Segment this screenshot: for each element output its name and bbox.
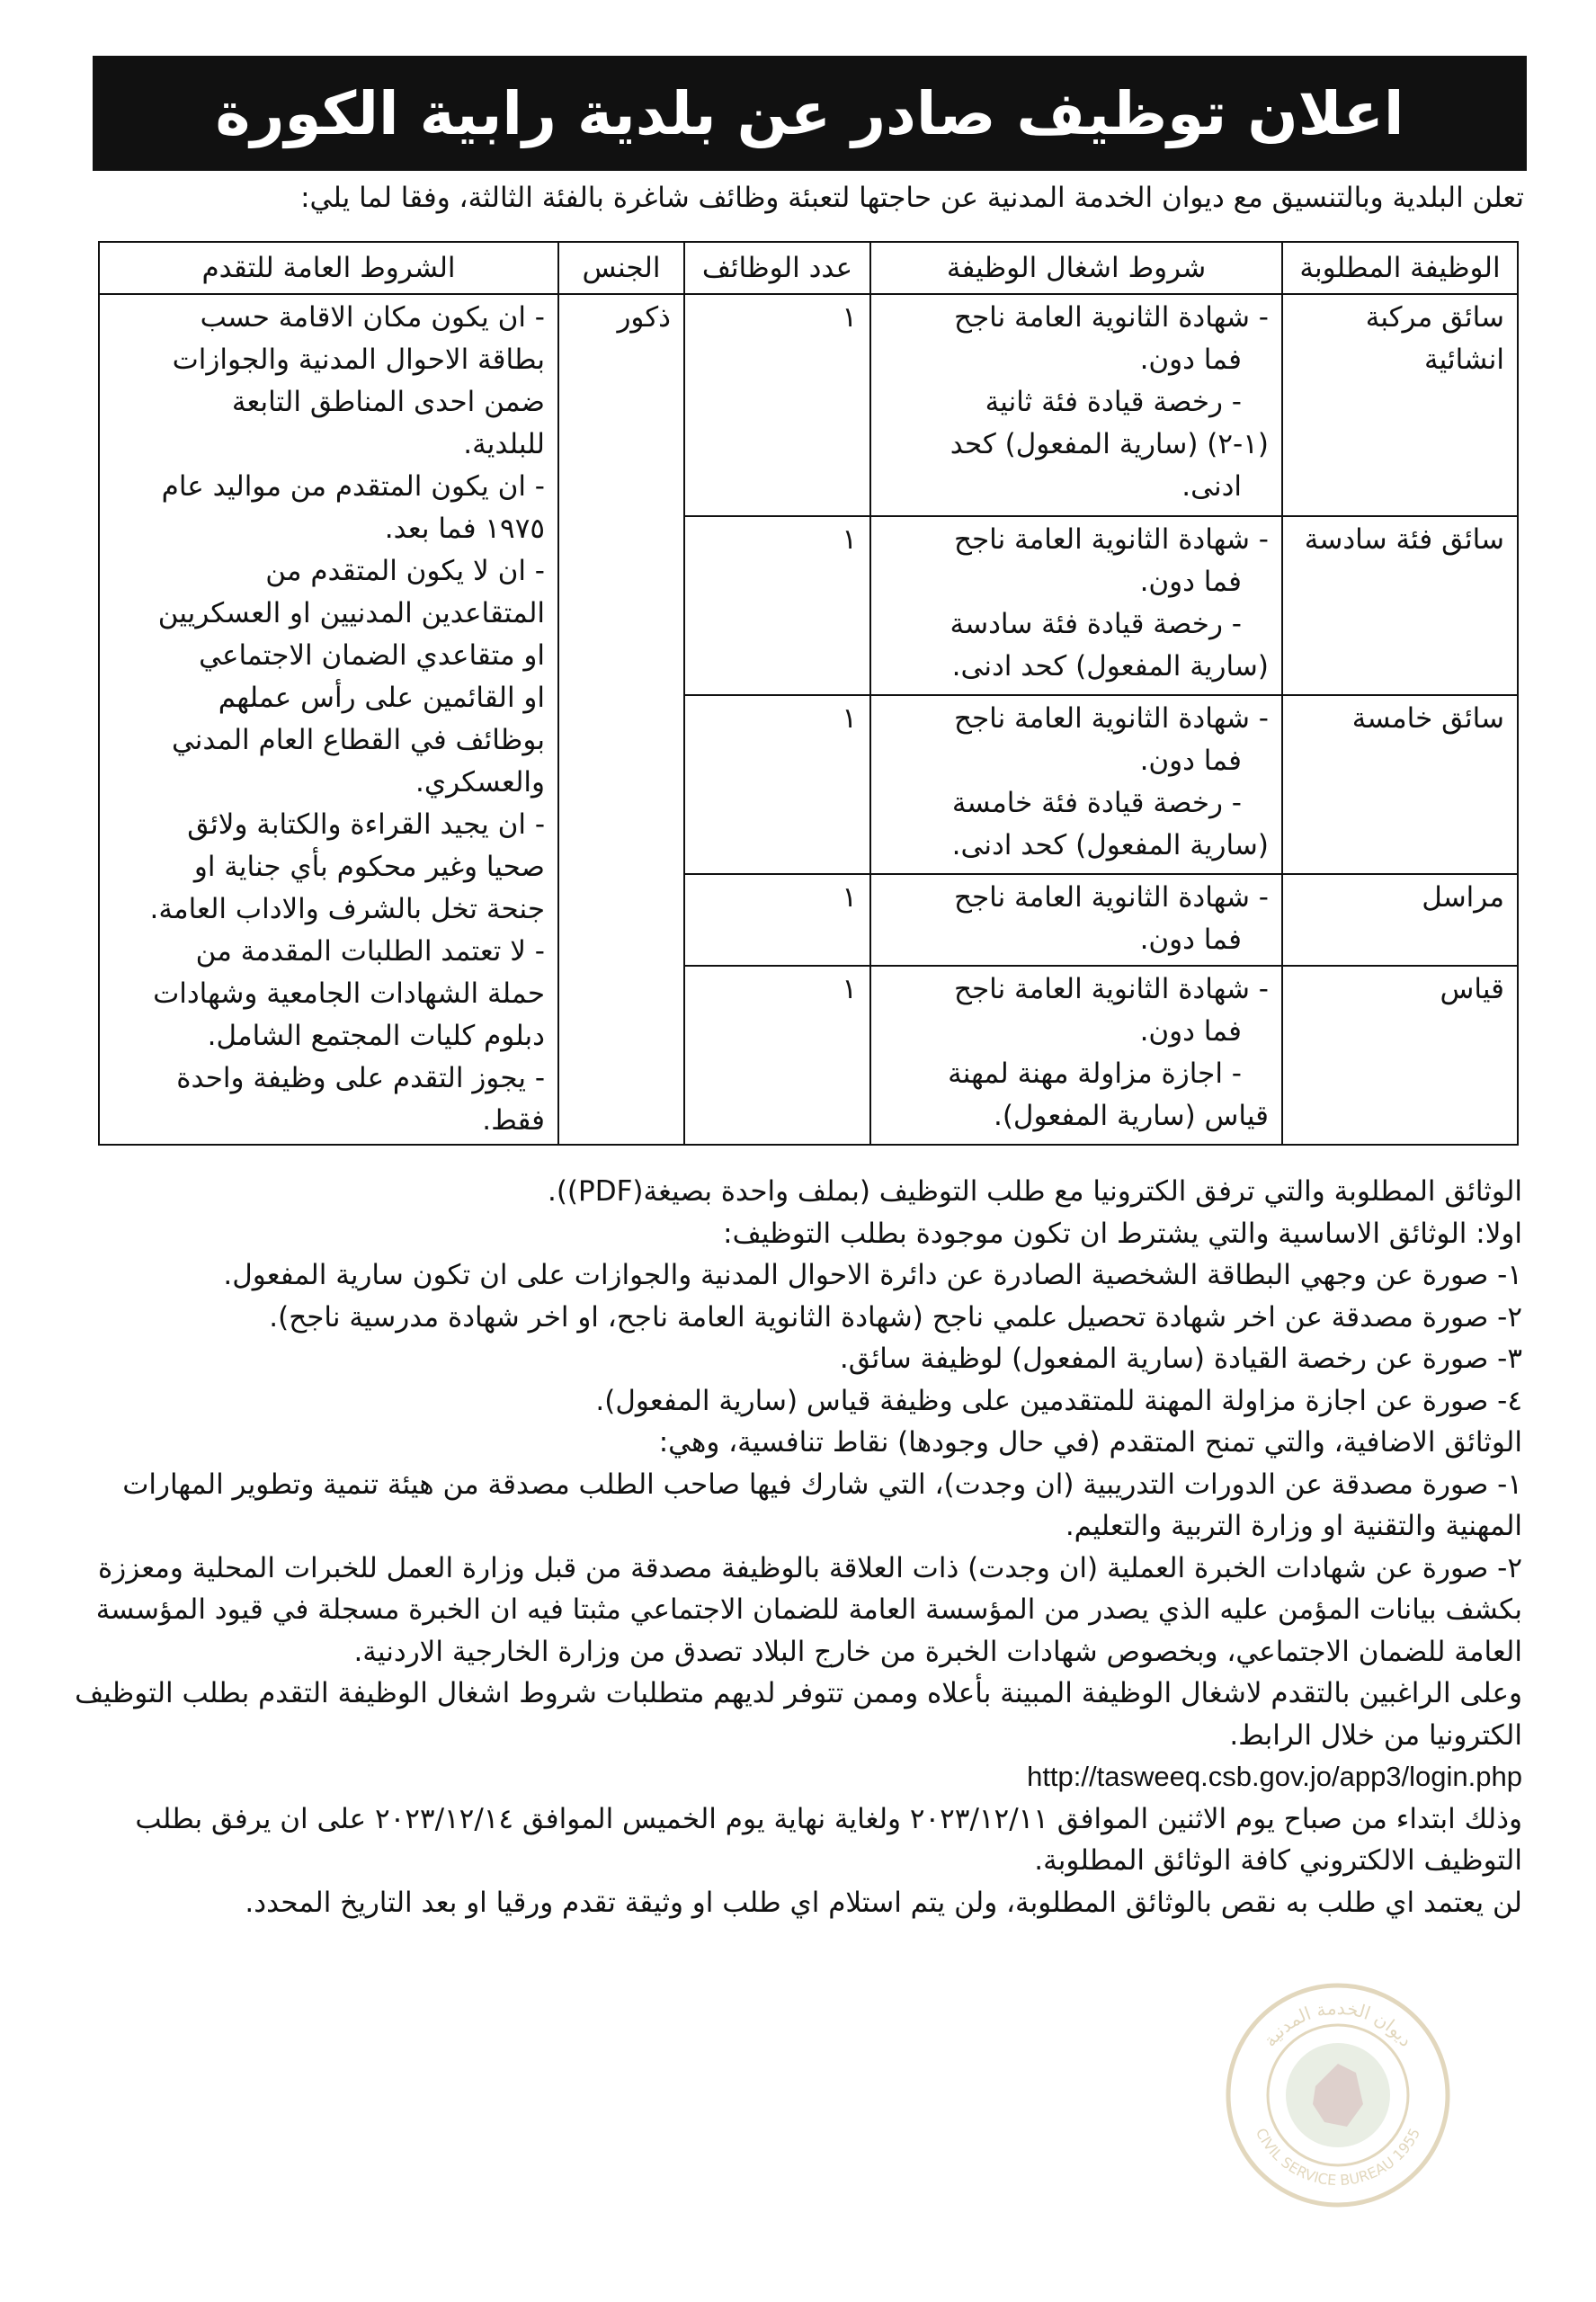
general-condition-line: ضمن احدى المناطق التابعة bbox=[231, 386, 545, 418]
condition-line: فما دون. bbox=[1139, 344, 1242, 376]
job-title-line: سائق خامسة bbox=[1351, 701, 1504, 735]
table-row bbox=[99, 294, 1518, 516]
documents-section bbox=[66, 1171, 1522, 1923]
general-condition-line: بوظائف في القطاع العام المدني bbox=[171, 724, 545, 756]
general-condition-line: للبلدية. bbox=[463, 428, 545, 460]
svg-text:ديوان الخدمة المدنية: ديوان الخدمة المدنية bbox=[1258, 1996, 1418, 2051]
condition-line: فما دون. bbox=[1139, 1015, 1242, 1048]
job-title bbox=[1282, 874, 1518, 966]
condition-line: (سارية المفعول) كحد ادنى. bbox=[951, 650, 1269, 683]
condition-line: قياس (سارية المفعول). bbox=[993, 1100, 1269, 1133]
job-title bbox=[1282, 516, 1518, 695]
job-count: ١ bbox=[684, 695, 870, 874]
general-condition-line: او القائمين على رأس عملهم bbox=[218, 682, 545, 714]
general-conditions bbox=[99, 294, 558, 1145]
job-conditions bbox=[870, 874, 1282, 966]
header-gender: الجنس bbox=[558, 242, 684, 294]
condition-line: - رخصة قيادة فئة خامسة bbox=[951, 786, 1242, 819]
job-count: ١ bbox=[684, 294, 870, 516]
job-title-line: سائق مركبة bbox=[1365, 301, 1504, 334]
jobs-table bbox=[98, 241, 1519, 1146]
job-count: ١ bbox=[684, 966, 870, 1145]
general-condition-line: ١٩٧٥ فما بعد. bbox=[384, 513, 545, 545]
civil-service-bureau-seal bbox=[1221, 1978, 1455, 2212]
job-title-line: سائق فئة سادسة bbox=[1304, 523, 1504, 556]
document-paragraph: الوثائق المطلوبة والتي ترفق الكترونيا مع طلب التوظيف (بملف واحدة بصيغة(PDF)). bbox=[547, 1175, 1522, 1208]
job-title bbox=[1282, 695, 1518, 874]
job-conditions bbox=[870, 294, 1282, 516]
application-link[interactable]: http://tasweeq.csb.gov.jo/app3/login.php bbox=[1027, 1761, 1522, 1792]
condition-line: (سارية المفعول) كحد ادنى. bbox=[951, 828, 1269, 861]
general-condition-line: والعسكري. bbox=[415, 766, 545, 799]
general-condition-line: جنحة تخل بالشرف والاداب العامة. bbox=[149, 893, 545, 925]
document-paragraph: ٢- صورة مصدقة عن اخر شهادة تحصيل علمي ناجح (شهادة الثانوية العامة ناجح، او اخر شهادة مدرسية ناجح). bbox=[269, 1300, 1522, 1334]
condition-line: (١-٢) (سارية المفعول) كحد bbox=[950, 428, 1269, 460]
header-conditions: شروط اشغال الوظيفة bbox=[870, 242, 1282, 294]
document-paragraph: اولا: الوثائق الاساسية والتي يشترط ان تكون موجودة بطلب التوظيف: bbox=[723, 1217, 1522, 1250]
closing-paragraph: لن يعتمد اي طلب به نقص بالوثائق المطلوبة، ولن يتم استلام اي طلب او وثيقة تقدم ورقيا او بعد التاريخ المحدد. bbox=[245, 1886, 1522, 1919]
condition-line: فما دون. bbox=[1139, 744, 1242, 777]
document-paragraph: ٢- صورة عن شهادات الخبرة العملية (ان وجدت) ذات العلاقة بالوظيفة مصدقة من قبل وزارة العمل للخبرات المحلية ومعززة بكشف بيانات المؤمن عليه الذي يصدر من المؤسسة العامة للضمان الاجتماعي مثبتا فيه ان الخبرة مسجلة في قيود المؤسسة العامة للضمان الاجتماعي، وبخصوص شهادات الخبرة من خارج البلاد تصدق من وزارة الخارجية الاردنية. bbox=[95, 1551, 1522, 1668]
general-condition-line: او متقاعدي الضمان الاجتماعي bbox=[199, 639, 545, 672]
general-condition-line: بطاقة الاحوال المدنية والجوازات bbox=[172, 344, 545, 376]
header-count: عدد الوظائف bbox=[684, 242, 870, 294]
header-job: الوظيفة المطلوبة bbox=[1282, 242, 1518, 294]
job-title bbox=[1282, 294, 1518, 516]
announcement-title: اعلان توظيف صادر عن بلدية رابية الكورة bbox=[93, 56, 1527, 171]
general-condition-line: - لا تعتمد الطلبات المقدمة من bbox=[195, 935, 545, 968]
general-condition-line: دبلوم كليات المجتمع الشامل. bbox=[207, 1020, 545, 1052]
header-general-conditions: الشروط العامة للتقدم bbox=[99, 242, 558, 294]
job-conditions bbox=[870, 695, 1282, 874]
job-conditions bbox=[870, 966, 1282, 1145]
closing-paragraph: وذلك ابتداء من صباح يوم الاثنين الموافق ٢٠٢٣/١٢/١١ ولغاية نهاية يوم الخميس الموافق ٢٠٢٣/١٢/١٤ على ان يرفق بطلب التوظيف الالكتروني كافة الوثائق المطلوبة. bbox=[135, 1802, 1522, 1877]
condition-line: - رخصة قيادة فئة ثانية bbox=[985, 386, 1242, 418]
job-title-line: انشائية bbox=[1424, 344, 1504, 376]
gender-cell: ذكور bbox=[558, 294, 684, 1145]
general-condition-line: - ان يجيد القراءة والكتابة ولائق bbox=[187, 808, 545, 841]
condition-line: - شهادة الثانوية العامة ناجح bbox=[953, 523, 1269, 556]
document-paragraph: ١- صورة مصدقة عن الدورات التدريبية (ان وجدت)، التي شارك فيها صاحب الطلب مصدقة من هيئة تنمية وتطوير المهارات المهنية والتقنية او وزارة التربية والتعليم. bbox=[122, 1468, 1522, 1542]
condition-line: - شهادة الثانوية العامة ناجح bbox=[953, 880, 1269, 914]
intro-text: تعلن البلدية وبالتنسيق مع ديوان الخدمة المدنية عن حاجتها لتعبئة وظائف شاغرة بالفئة الثالثة، وفقا لما يلي: bbox=[300, 182, 1524, 214]
job-count: ١ bbox=[684, 516, 870, 695]
job-count: ١ bbox=[684, 874, 870, 966]
svg-text:CIVIL SERVICE BUREAU 1955: CIVIL SERVICE BUREAU 1955 bbox=[1252, 2125, 1424, 2190]
document-paragraph: ٣- صورة عن رخصة القيادة (سارية المفعول) لوظيفة سائق. bbox=[839, 1343, 1522, 1375]
condition-line: - شهادة الثانوية العامة ناجح bbox=[953, 973, 1269, 1006]
job-conditions bbox=[870, 516, 1282, 695]
general-condition-line: - ان يكون المتقدم من مواليد عام bbox=[161, 470, 545, 503]
job-title-line: قياس bbox=[1440, 973, 1504, 1006]
general-condition-line: - ان يكون مكان الاقامة حسب bbox=[200, 301, 545, 334]
document-paragraph: ١- صورة عن وجهي البطاقة الشخصية الصادرة عن دائرة الاحوال المدنية والجوازات على ان تكون سارية المفعول. bbox=[223, 1259, 1522, 1291]
condition-line: - اجازة مزاولة مهنة لمهنة bbox=[948, 1057, 1242, 1091]
general-condition-line: حملة الشهادات الجامعية وشهادات bbox=[153, 977, 545, 1010]
condition-line: فما دون. bbox=[1139, 923, 1242, 956]
condition-line: فما دون. bbox=[1139, 566, 1242, 598]
general-condition-line: المتقاعدين المدنيين او العسكريين bbox=[157, 597, 545, 629]
general-condition-line: - ان لا يكون المتقدم من bbox=[265, 555, 545, 587]
document-paragraph: وعلى الراغبين بالتقدم لاشغال الوظيفة المبينة بأعلاه وممن تتوفر لديهم متطلبات شروط اشغال الوظيفة التقدم بطلب التوظيف الكترونيا من خلال الرابط. bbox=[75, 1677, 1522, 1752]
general-condition-line: فقط. bbox=[482, 1104, 545, 1137]
condition-line: - شهادة الثانوية العامة ناجح bbox=[953, 701, 1269, 735]
table-header-row bbox=[99, 242, 1518, 294]
document-paragraph: ٤- صورة عن اجازة مزاولة المهنة للمتقدمين على وظيفة قياس (سارية المفعول). bbox=[595, 1384, 1522, 1417]
condition-line: - شهادة الثانوية العامة ناجح bbox=[953, 301, 1269, 334]
general-condition-line: صحيا وغير محكوم بأي جناية او bbox=[193, 851, 545, 883]
document-paragraph: الوثائق الاضافية، والتي تمنح المتقدم (في حال وجودها) نقاط تنافسية، وهي: bbox=[658, 1426, 1522, 1459]
job-title bbox=[1282, 966, 1518, 1145]
condition-line: - رخصة قيادة فئة سادسة bbox=[950, 608, 1242, 640]
job-title-line: مراسل bbox=[1422, 880, 1504, 914]
condition-line: ادنى. bbox=[1181, 470, 1242, 503]
general-condition-line: - يجوز التقدم على وظيفة واحدة bbox=[176, 1062, 545, 1094]
